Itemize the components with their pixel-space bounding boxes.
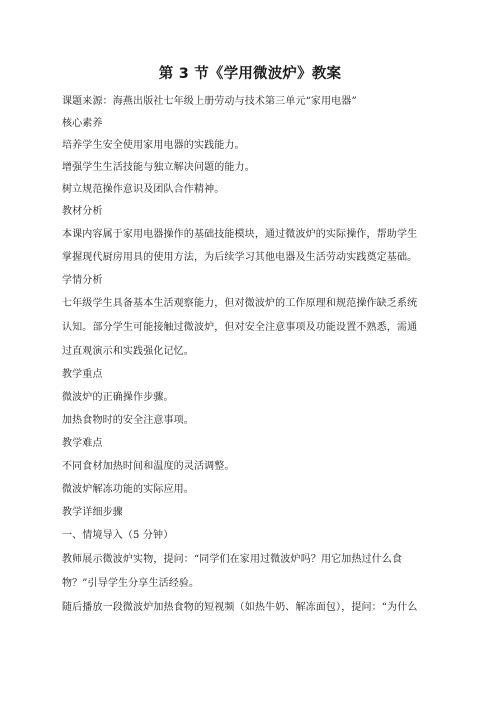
- heading-key-points: 教学重点: [62, 369, 103, 380]
- course-source: 课题来源：海燕出版社七年级上册劳动与技术第三单元“家用电器”: [62, 96, 357, 107]
- student-analysis-line: 认知。部分学生可能接触过微波炉，但对安全注意事项及功能设置不熟悉，需通: [62, 322, 418, 333]
- teaching-step-line: 随后播放一段微波炉加热食物的短视频（如热牛奶、解冻面包），提问：“为什么: [62, 602, 418, 613]
- key-point-item: 加热食物时的安全注意事项。: [62, 415, 194, 426]
- document-title: 第 3 节《学用微波炉》教案: [158, 66, 342, 82]
- core-literacy-item: 增强学生生活技能与独立解决问题的能力。: [62, 162, 255, 173]
- student-analysis-line: 七年级学生具备基本生活观察能力，但对微波炉的工作原理和规范操作缺乏系统: [62, 298, 418, 309]
- teaching-step-line: 教师展示微波炉实物，提问：“同学们在家用过微波炉吗？用它加热过什么食: [62, 554, 403, 565]
- heading-student-analysis: 学情分析: [62, 275, 103, 286]
- key-point-item: 微波炉的正确操作步骤。: [62, 392, 174, 403]
- material-analysis-line: 掌握现代厨房用具的使用方法，为后续学习其他电器及生活劳动实践奠定基础。: [62, 252, 418, 263]
- core-literacy-item: 培养学生安全使用家用电器的实践能力。: [62, 140, 245, 151]
- heading-core-literacy: 核心素养: [62, 118, 103, 129]
- core-literacy-item: 树立规范操作意识及团队合作精神。: [62, 184, 225, 195]
- teaching-step-line: 物？”引导学生分享生活经验。: [62, 578, 200, 589]
- material-analysis-line: 本课内容属于家用电器操作的基础技能模块，通过微波炉的实际操作，帮助学生: [62, 229, 418, 240]
- heading-teaching-steps: 教学详细步骤: [62, 507, 123, 518]
- heading-material-analysis: 教材分析: [62, 206, 103, 217]
- heading-situation-intro: 一、情境导入（5 分钟）: [62, 530, 174, 541]
- difficulty-item: 不同食材加热时间和温度的灵活调整。: [62, 461, 235, 472]
- heading-difficulties: 教学难点: [62, 438, 103, 449]
- student-analysis-line: 过直观演示和实践强化记忆。: [62, 346, 194, 357]
- difficulty-item: 微波炉解冻功能的实际应用。: [62, 484, 194, 495]
